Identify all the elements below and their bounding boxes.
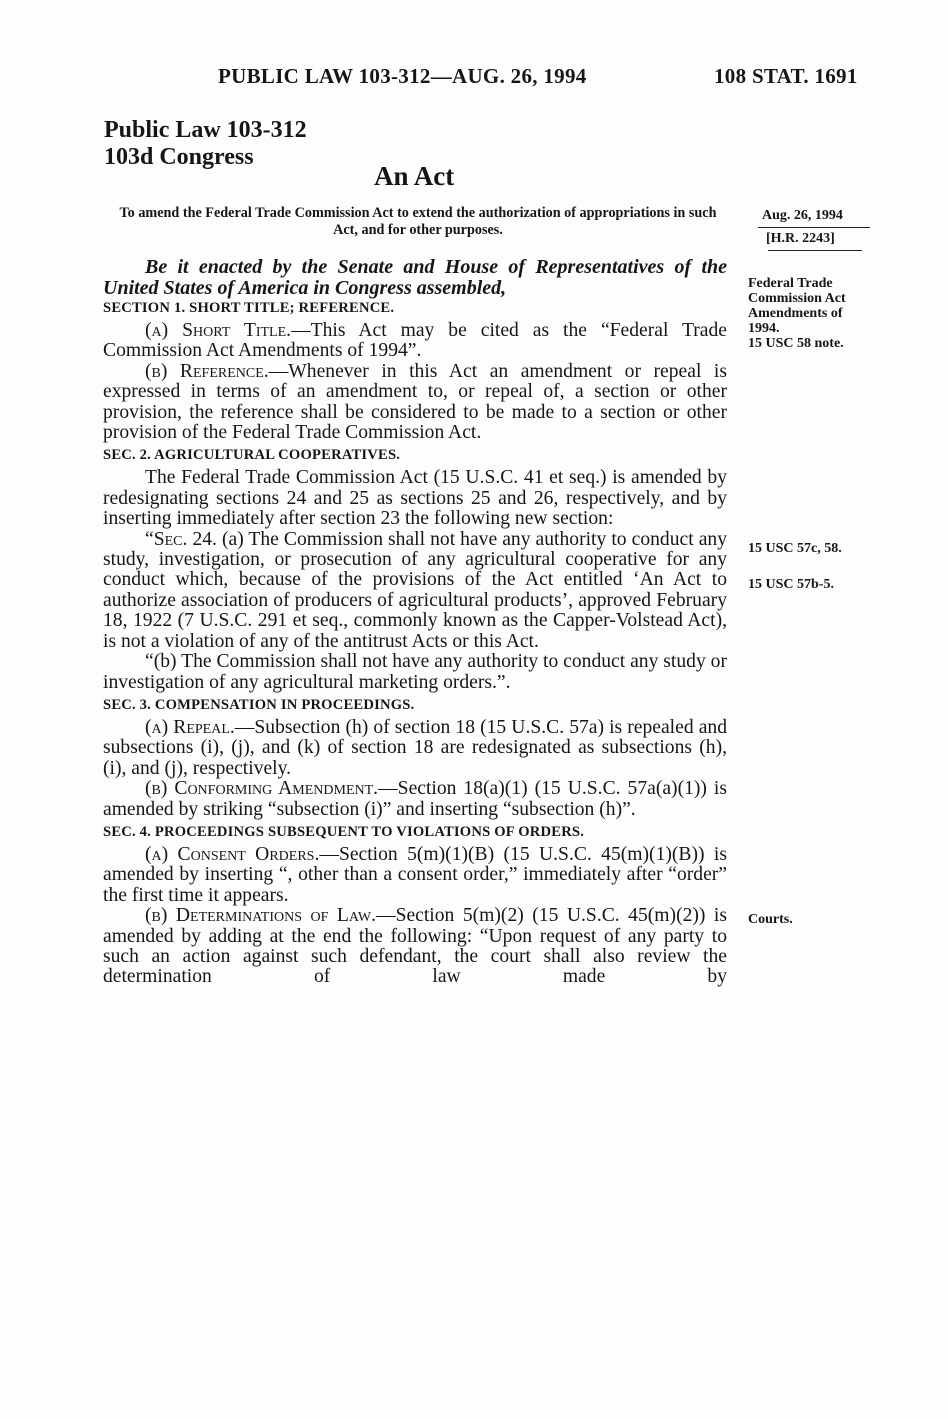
section-1-heading: SECTION 1. SHORT TITLE; REFERENCE. <box>103 300 395 316</box>
section-2-new-sec-24a-text: . 24. (a) The Commission shall not have any authority to conduct any study, investigation, or prosecution of any agricultural cooperative for any conduct which, because of the provisions of the Act entitled ‘An Act to authorize association of producers of agricultural products’, approved February 18, 1922 (7 U.S.C. 291 et seq., commonly known as the Capper-Volstead Act), is not a violation of any of the antitrust Acts or this Act. <box>103 528 727 652</box>
section-2-new-sec-24a <box>103 530 727 652</box>
section-4-a-text: —Section 5(m)(1)(B) (15 U.S.C. 45(m)(1)(B)) is amended by inserting “, other than a consent order,” immediately after “order” the first time it appears. <box>103 843 727 906</box>
section-4-heading: SEC. 4. PROCEEDINGS SUBSEQUENT TO VIOLATIONS OF ORDERS. <box>103 823 585 840</box>
short-title-note-line: Federal Trade <box>748 276 833 291</box>
act-title: An Act <box>374 161 455 191</box>
sec2-citation-note: 15 USC 57c, 58. <box>748 541 842 556</box>
section-2-new-sec-24b: “(b) The Commission shall not have any authority to conduct any study or investigation of any agricultural marketing orders.”. <box>103 651 727 693</box>
approval-date: Aug. 26, 1994 <box>762 208 843 223</box>
section-1-a <box>103 321 727 362</box>
section-1-b <box>103 362 727 444</box>
section-3-a-label: (a) Repeal. <box>145 716 235 738</box>
bill-rule <box>768 250 862 251</box>
section-3-b-label: (b) Conforming Amendment. <box>145 778 379 800</box>
new-section-label: Sec <box>153 528 183 550</box>
section-4-b-text: —Section 5(m)(2) (15 U.S.C. 45(m)(2)) is amended by adding at the end the following: “Upon request of any party to such an action against such defendant, the court shall also review the determination of law made by <box>103 905 727 988</box>
section-3-b <box>103 779 727 820</box>
approval-date-note <box>758 208 870 254</box>
section-3-b-text: —Section 18(a)(1) (15 U.S.C. 57a(a)(1)) is amended by striking “subsection (i)” and inserting “subsection (h)”. <box>103 778 727 820</box>
section-2-heading: SEC. 2. AGRICULTURAL COOPERATIVES. <box>103 447 401 464</box>
section-4-b <box>103 906 727 988</box>
section-1-b-text: —Whenever in this Act an amendment or repeal is expressed in terms of an amendment to, or repeal of, a section or other provision, the reference shall be considered to be made to a section or other provision of the Federal Trade Commission Act. <box>103 360 727 444</box>
short-title-citation: 15 USC 58 note. <box>748 336 844 351</box>
section-4-b-label: (b) Determinations of Law. <box>145 905 376 927</box>
date-rule <box>758 227 870 228</box>
section-4-a-label: (a) Consent Orders. <box>145 843 320 865</box>
congress-number: 103d Congress <box>104 144 254 170</box>
act-body <box>103 257 727 988</box>
section-3-heading: SEC. 3. COMPENSATION IN PROCEEDINGS. <box>103 696 415 713</box>
running-head-title: PUBLIC LAW 103-312—AUG. 26, 1994 <box>218 64 587 88</box>
short-title-note-line: Amendments of <box>748 306 843 321</box>
bill-number: [H.R. 2243] <box>766 231 835 246</box>
section-3-a-text: —Subsection (h) of section 18 (15 U.S.C. 57a) is repealed and subsections (i), (j), and (k) of section 18 are redesignated as subsections (h), (i), and (j), respectively. <box>103 716 727 779</box>
short-title-note <box>748 276 846 351</box>
short-title-note-line: Commission Act <box>748 291 846 306</box>
section-1-b-label: (b) Reference. <box>145 360 269 382</box>
statute-page-number: 108 STAT. 1691 <box>714 64 858 88</box>
courts-note: Courts. <box>748 912 793 927</box>
section-3-a <box>103 718 727 779</box>
short-title-note-line: 1994. <box>748 321 780 336</box>
section-1-a-label: (a) Short Title. <box>145 320 292 341</box>
public-law-number: Public Law 103-312 <box>104 117 307 143</box>
quote-mark: “ <box>145 528 154 550</box>
section-2-para-1: The Federal Trade Commission Act (15 U.S.C. 41 et seq.) is amended by redesignating sections 24 and 25 as sections 25 and 26, respectively, and by inserting immediately after section 23 the following new section: <box>103 467 727 530</box>
section-4-a <box>103 845 727 906</box>
sec24-citation-note: 15 USC 57b-5. <box>748 577 834 592</box>
section-1-a-text: —This Act may be cited as the “Federal Trade Commission Act Amendments of 1994”. <box>103 320 727 362</box>
act-purpose: To amend the Federal Trade Commission Act to extend the authorization of appropriations in such Act, and for other purposes. <box>119 205 717 238</box>
enacting-clause: Be it enacted by the Senate and House of Representatives of the United States of America in Congress assembled, <box>103 256 727 299</box>
